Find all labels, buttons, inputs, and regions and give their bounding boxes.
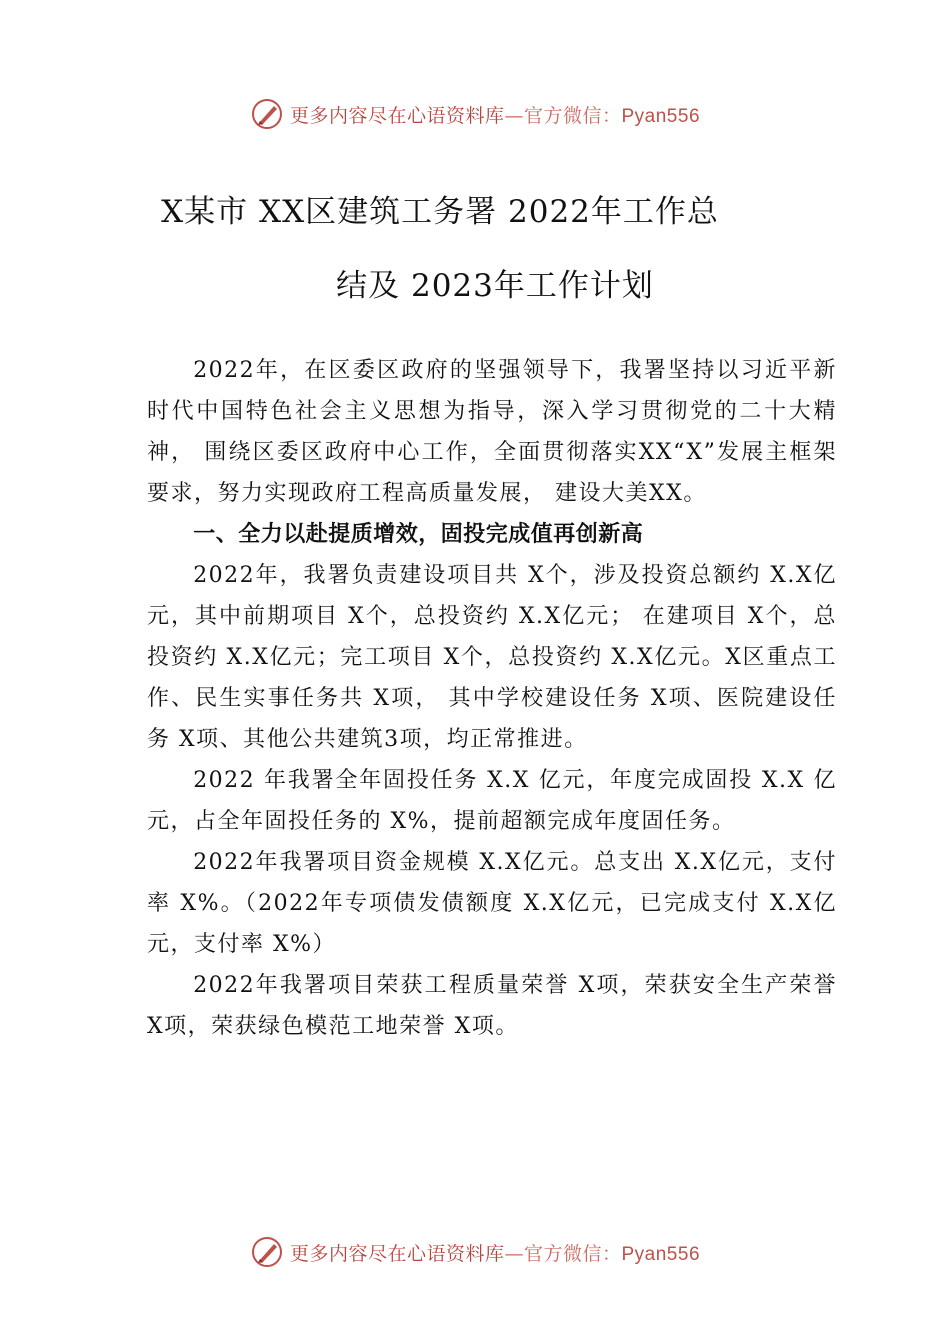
paragraph-fixed-investment: 2022 年我署全年固投任务 X.X 亿元，年度完成固投 X.X 亿元，占全年固投任务的 X%，提前超额完成年度固任务。 (147, 768, 837, 834)
banner-slogan: 更多内容尽在心语资料库 (289, 104, 505, 127)
title-line-1: X某市 XX区建筑工务署 2022年工作总 (161, 194, 719, 230)
paragraph-projects: 2022年，我署负责建设项目共 X个，涉及投资总额约 X.X亿元，其中前期项目 X个，总投资约 X.X亿元； 在建项目 X个，总投资约 X.X亿元；完工项目 X个，总投资约 X.X亿元。X区重点工作、民生实事任务共 X项， 其中学校建设任务 X项、医院建设任务 X项、其他公共建筑3项，均正常推进。 (147, 563, 837, 752)
banner-dash: — (504, 1242, 524, 1265)
banner-wechat-label: 官方微信： (523, 104, 622, 127)
banner-wechat-id: Pyan556 (621, 1243, 701, 1265)
banner-dash: — (504, 104, 524, 127)
section-1-heading: 一、全力以赴提质增效，固投完成值再创新高 (193, 522, 644, 547)
header-watermark-banner (0, 94, 950, 134)
pen-logo-icon (250, 1235, 284, 1269)
banner-slogan: 更多内容尽在心语资料库 (289, 1242, 505, 1265)
pen-logo-icon (250, 97, 284, 131)
footer-watermark-banner (0, 1232, 950, 1272)
title-line-2: 结及 2023年工作计划 (336, 268, 654, 304)
banner-text (290, 1239, 700, 1266)
banner-wechat-label: 官方微信： (523, 1242, 622, 1265)
document-title (0, 188, 950, 310)
paragraph-funds: 2022年我署项目资金规模 X.X亿元。总支出 X.X亿元，支付率 X%。（2022年专项债发债额度 X.X亿元，已完成支付 X.X亿元，支付率 X%） (147, 850, 837, 957)
banner-wechat-id: Pyan556 (621, 105, 701, 127)
document-body (147, 350, 837, 1047)
banner-text (290, 101, 700, 128)
paragraph-honors: 2022年我署项目荣获工程质量荣誉 X项，荣获安全生产荣誉 X项，荣获绿色模范工地荣誉 X项。 (147, 973, 837, 1039)
intro-paragraph: 2022年，在区委区政府的坚强领导下，我署坚持以习近平新时代中国特色社会主义思想为指导，深入学习贯彻党的二十大精神， 围绕区委区政府中心工作，全面贯彻落实XX“X”发展主框架要求，努力实现政府工程高质量发展， 建设大美XX。 (147, 358, 837, 506)
